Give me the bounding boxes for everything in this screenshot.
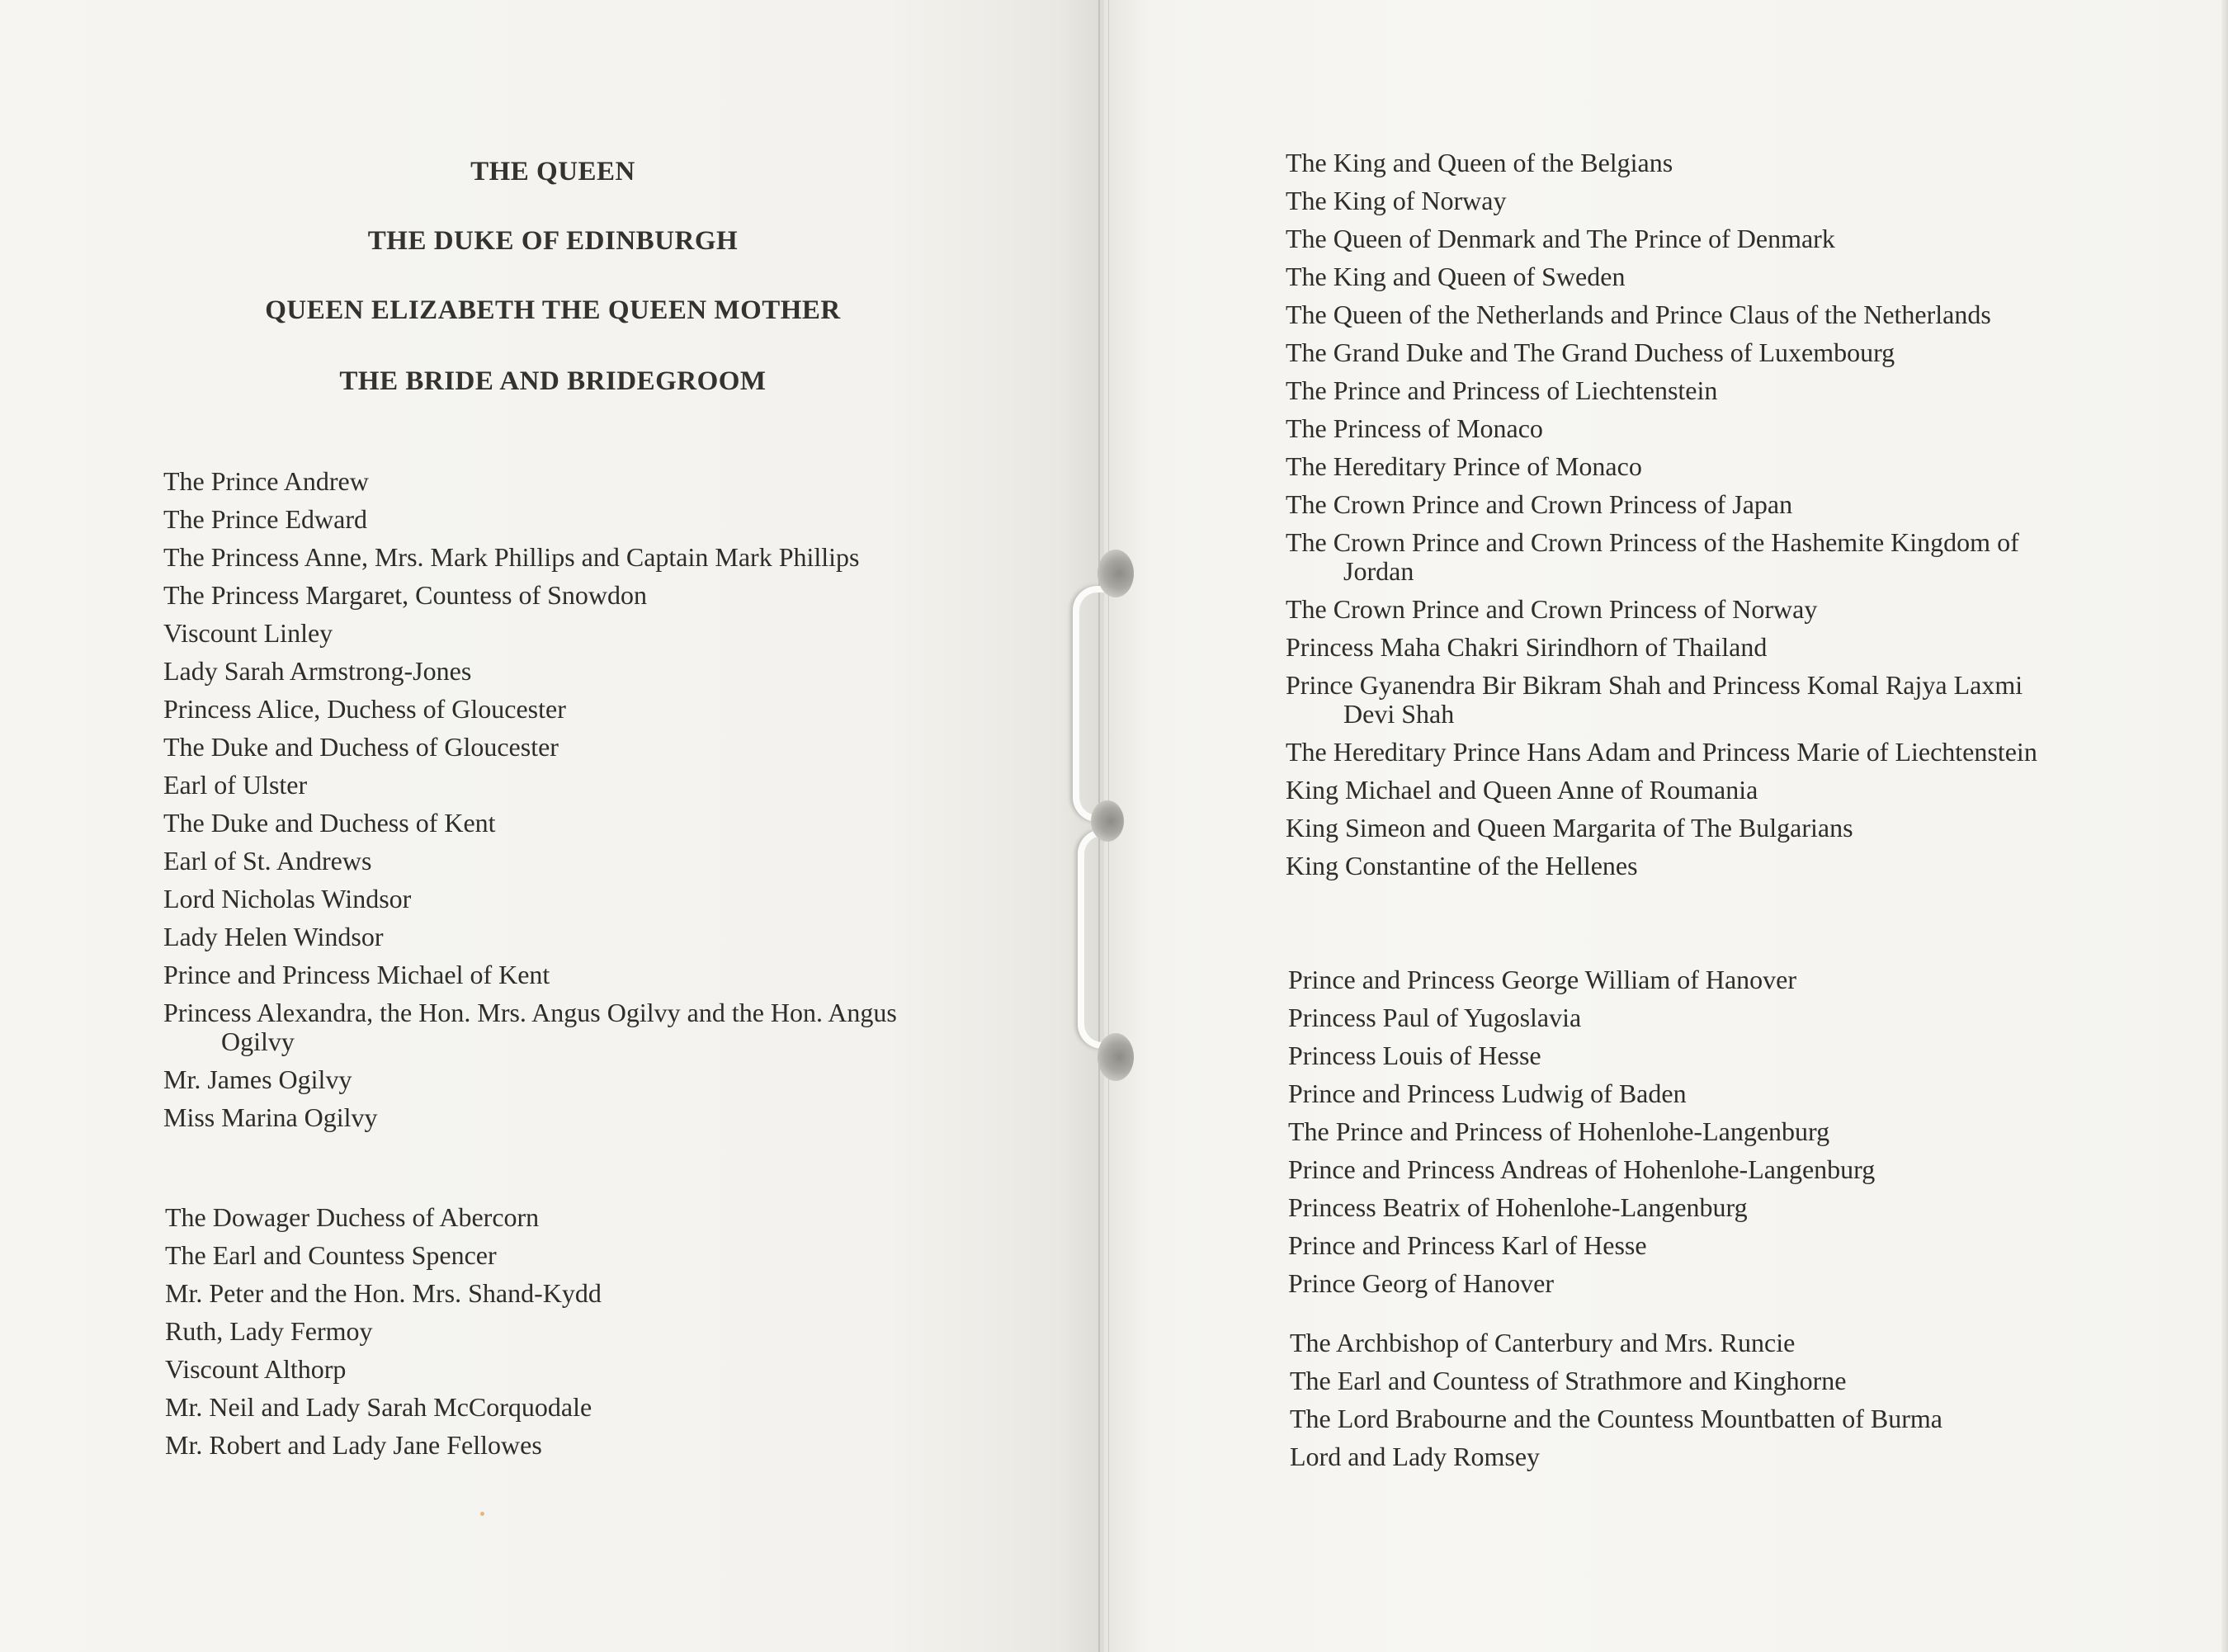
binding-hole-bottom <box>1097 1033 1134 1081</box>
list-item: The King and Queen of Sweden <box>1286 262 1626 291</box>
list-item: Mr. Robert and Lady Jane Fellowes <box>165 1430 542 1460</box>
list-item: Viscount Linley <box>163 618 333 648</box>
list-item: King Constantine of the Hellenes <box>1286 851 1638 880</box>
list-item: The Crown Prince and Crown Princess of Norway <box>1286 594 1818 624</box>
list-item: The Queen of Denmark and The Prince of Denmark <box>1286 224 1835 253</box>
foreign-royalty-list <box>1286 149 2065 890</box>
list-item: The Archbishop of Canterbury and Mrs. Runcie <box>1290 1328 1796 1357</box>
list-item: The Lord Brabourne and the Countess Mountbatten of Burma <box>1290 1404 1942 1433</box>
list-item: Princess Maha Chakri Sirindhorn of Thailand <box>1286 632 1768 662</box>
list-item: Viscount Althorp <box>165 1354 347 1384</box>
list-item: Prince and Princess Karl of Hesse <box>1288 1230 1647 1260</box>
list-item: Princess Alexandra, the Hon. Mrs. Angus Ogilvy and the Hon. Angus Ogilvy <box>163 998 897 1056</box>
list-item: Miss Marina Ogilvy <box>163 1102 378 1132</box>
list-item: Princess Beatrix of Hohenlohe-Langenburg <box>1288 1192 1748 1222</box>
royal-family-list <box>163 467 947 1141</box>
list-item: The Hereditary Prince of Monaco <box>1286 451 1642 481</box>
european-princes-list <box>1288 965 2068 1307</box>
list-item: The Earl and Countess of Strathmore and Kinghorne <box>1290 1366 1847 1395</box>
list-item: Prince Gyanendra Bir Bikram Shah and Princess Komal Rajya Laxmi Devi Shah <box>1286 670 2023 729</box>
list-item: Mr. James Ogilvy <box>163 1064 352 1094</box>
list-item: Prince and Princess Ludwig of Baden <box>1288 1079 1687 1108</box>
bride-family-list <box>165 1203 949 1469</box>
list-item: Princess Louis of Hesse <box>1288 1041 1541 1070</box>
list-item: The King and Queen of the Belgians <box>1286 148 1673 177</box>
list-item: The Prince and Princess of Hohenlohe-Langenburg <box>1288 1116 1830 1146</box>
heading-the-queen: THE QUEEN <box>470 157 635 186</box>
list-item: Princess Paul of Yugoslavia <box>1288 1003 1582 1032</box>
list-item: Ruth, Lady Fermoy <box>165 1316 373 1346</box>
binding-hole-top <box>1097 550 1134 597</box>
list-item: Lady Sarah Armstrong-Jones <box>163 656 472 686</box>
page-edge <box>2221 0 2228 1652</box>
list-item: The Princess of Monaco <box>1286 413 1543 443</box>
list-item: Lord and Lady Romsey <box>1290 1442 1541 1471</box>
list-item: The Princess Anne, Mrs. Mark Phillips and Captain Mark Phillips <box>163 542 860 572</box>
binding-cord-lower <box>1078 829 1112 1049</box>
binding-hole-middle <box>1091 800 1124 842</box>
list-item: King Simeon and Queen Margarita of The Bulgarians <box>1286 813 1853 843</box>
list-item: The Duke and Duchess of Kent <box>163 808 496 838</box>
list-item: The Crown Prince and Crown Princess of the Hashemite Kingdom of Jordan <box>1286 527 2019 586</box>
list-item: The Prince Andrew <box>163 466 369 496</box>
heading-queen-mother: QUEEN ELIZABETH THE QUEEN MOTHER <box>265 295 841 325</box>
list-item: Prince Georg of Hanover <box>1288 1268 1554 1298</box>
list-item: The Earl and Countess Spencer <box>165 1240 497 1270</box>
list-item: Lady Helen Windsor <box>163 922 384 951</box>
list-item: The Crown Prince and Crown Princess of Japan <box>1286 489 1793 519</box>
heading-duke-of-edinburgh: THE DUKE OF EDINBURGH <box>367 226 739 256</box>
list-item: King Michael and Queen Anne of Roumania <box>1286 775 1758 805</box>
list-item: The King of Norway <box>1286 186 1507 215</box>
list-item: Prince and Princess George William of Hanover <box>1288 965 1797 994</box>
list-item: Prince and Princess Andreas of Hohenlohe-Langenburg <box>1288 1154 1876 1184</box>
list-item: The Prince and Princess of Liechtenstein <box>1286 375 1718 405</box>
list-item: Lord Nicholas Windsor <box>163 884 412 913</box>
list-item: The Dowager Duchess of Abercorn <box>165 1202 540 1232</box>
binding-cord-upper <box>1073 586 1112 822</box>
list-item: The Princess Margaret, Countess of Snowdon <box>163 580 647 610</box>
other-guests-list <box>1290 1329 2070 1480</box>
list-item: The Queen of the Netherlands and Prince Claus of the Netherlands <box>1286 300 1991 329</box>
list-item: Princess Alice, Duchess of Gloucester <box>163 694 566 724</box>
list-item: Mr. Peter and the Hon. Mrs. Shand-Kydd <box>165 1278 602 1308</box>
paper-speck <box>480 1512 484 1516</box>
list-item: Prince and Princess Michael of Kent <box>163 960 550 989</box>
list-item: Earl of St. Andrews <box>163 846 372 876</box>
list-item: Earl of Ulster <box>163 770 308 800</box>
list-item: The Grand Duke and The Grand Duchess of Luxembourg <box>1286 337 1895 367</box>
list-item: The Prince Edward <box>163 504 368 534</box>
list-item: The Hereditary Prince Hans Adam and Princess Marie of Liechtenstein <box>1286 737 2037 767</box>
heading-bride-and-bridegroom: THE BRIDE AND BRIDEGROOM <box>339 366 767 396</box>
list-item: The Duke and Duchess of Gloucester <box>163 732 559 762</box>
list-item: Mr. Neil and Lady Sarah McCorquodale <box>165 1392 592 1422</box>
